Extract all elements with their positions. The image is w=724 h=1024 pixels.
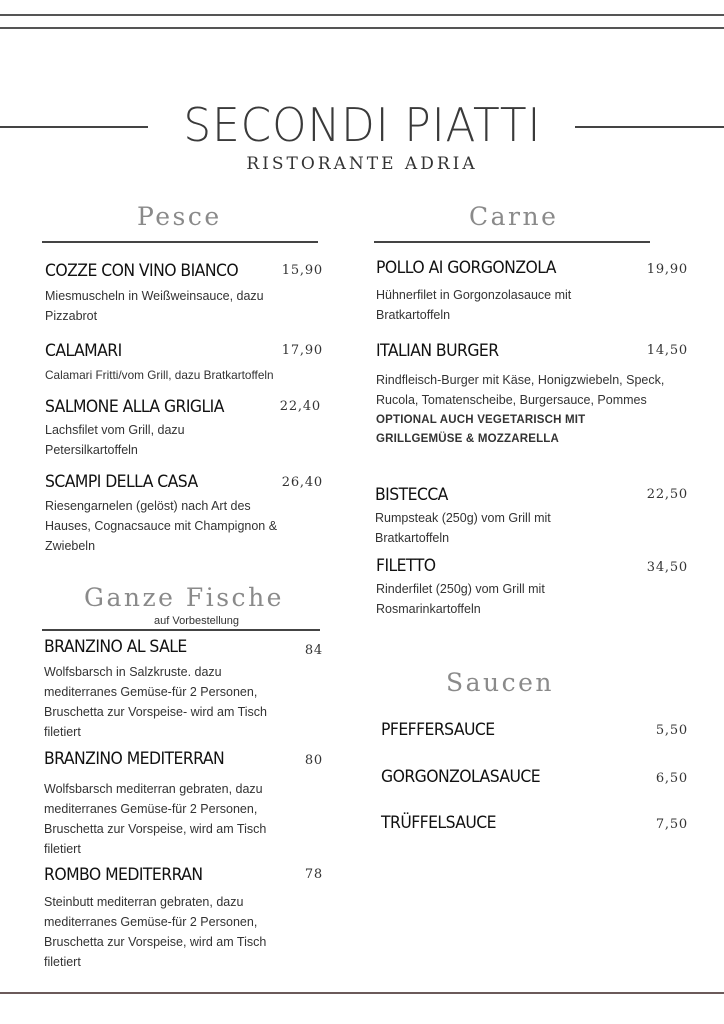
item-name: BRANZINO MEDITERRAN <box>44 749 225 769</box>
item-description: Wolfsbarsch mediterran gebraten, dazu mediterranes Gemüse-für 2 Personen, Bruschetta zur Vorspeise, wird am Tisch filetiert <box>44 782 267 856</box>
menu-item-rombo <box>44 865 304 972</box>
section-title-saucen: Saucen <box>446 668 555 697</box>
menu-item-filetto <box>376 556 616 619</box>
sauce-price: 6,50 <box>655 771 688 786</box>
menu-item-salmone <box>45 397 245 460</box>
menu-item-cozze <box>45 261 285 326</box>
sauce-price: 7,50 <box>655 817 688 832</box>
item-name: CALAMARI <box>45 341 122 361</box>
item-name: BISTECCA <box>375 485 448 505</box>
item-description: Lachsfilet vom Grill, dazu Petersilkartoffeln <box>45 423 185 457</box>
section-rule-carne <box>374 241 650 243</box>
item-price: 15,90 <box>281 263 323 278</box>
item-description: Hühnerfilet in Gorgonzolasauce mit Bratkartoffeln <box>376 288 572 322</box>
restaurant-name: RISTORANTE ADRIA <box>246 154 478 174</box>
sauce-name: GORGONZOLASAUCE <box>381 767 541 787</box>
item-price: 22,40 <box>279 399 321 414</box>
item-description: Wolfsbarsch in Salzkruste. dazu mediterranes Gemüse-für 2 Personen, Bruschetta zur Vorspeise- wird am Tisch filetiert <box>44 665 267 739</box>
sauce-item-pfeffer <box>381 720 504 740</box>
item-name: ROMBO MEDITERRAN <box>44 865 203 885</box>
item-description: Calamari Fritti/vom Grill, dazu Bratkartoffeln <box>45 368 274 382</box>
menu-item-pollo <box>376 258 646 325</box>
page-title-wrap <box>0 98 724 152</box>
top-border-line-inner <box>0 27 724 29</box>
title-line-right <box>575 126 724 128</box>
item-description: Steinbutt mediterran gebraten, dazu mediterranes Gemüse-für 2 Personen, Bruschetta zur Vorspeise, wird am Tisch filetiert <box>44 895 267 969</box>
item-name: FILETTO <box>376 556 436 576</box>
sauce-item-gorgonzola <box>381 767 554 787</box>
item-price: 17,90 <box>281 343 323 358</box>
menu-item-branzino-al-sale <box>44 637 304 742</box>
item-description: Rinderfilet (250g) vom Grill mit Rosmarinkartoffeln <box>376 582 545 616</box>
item-name: POLLO AI GORGONZOLA <box>376 258 556 278</box>
item-vegetarian-note: OPTIONAL AUCH VEGETARISCH MIT GRILLGEMÜSE & MOZZARELLA <box>376 414 586 445</box>
item-price: 78 <box>304 867 323 882</box>
item-price: 34,50 <box>646 560 688 575</box>
sauce-item-trueffel <box>381 813 506 833</box>
item-name: ITALIAN BURGER <box>376 341 499 361</box>
item-price: 80 <box>304 753 323 768</box>
item-name: SALMONE ALLA GRIGLIA <box>45 397 224 417</box>
item-description: Rumpsteak (250g) vom Grill mit Bratkartoffeln <box>375 511 551 545</box>
section-title-carne: Carne <box>469 202 559 231</box>
item-name: COZZE CON VINO BIANCO <box>45 261 239 281</box>
item-description: Rindfleisch-Burger mit Käse, Honigzwiebeln, Speck, Rucola, Tomatenscheibe, Burgersauce, Pommes <box>376 373 665 407</box>
sauce-name: TRÜFFELSAUCE <box>381 813 496 833</box>
menu-item-bistecca <box>375 485 615 548</box>
menu-item-branzino-mediterran <box>44 749 304 859</box>
item-price: 19,90 <box>646 262 688 277</box>
item-name: SCAMPI DELLA CASA <box>45 472 198 492</box>
menu-item-scampi <box>45 472 285 556</box>
item-price: 14,50 <box>646 343 688 358</box>
sauce-price: 5,50 <box>655 723 688 738</box>
item-name: BRANZINO AL SALE <box>44 637 187 657</box>
item-description: Miesmuscheln in Weißweinsauce, dazu Pizzabrot <box>45 289 264 323</box>
sauce-name: PFEFFERSAUCE <box>381 720 495 740</box>
item-price: 22,50 <box>646 487 688 502</box>
section-rule-ganze-fische <box>42 629 320 631</box>
section-title-ganze-fische: Ganze Fische <box>84 583 284 612</box>
page-title: SECONDI PIATTI <box>183 98 541 152</box>
top-border-line <box>0 14 724 16</box>
item-price: 26,40 <box>281 475 323 490</box>
section-rule-pesce <box>42 241 318 243</box>
item-price: 84 <box>304 643 323 658</box>
preorder-note: auf Vorbestellung <box>154 615 240 627</box>
item-description: Riesengarnelen (gelöst) nach Art des Hauses, Cognacsauce mit Champignon & Zwiebeln <box>45 499 278 553</box>
bottom-border-line <box>0 992 724 994</box>
section-title-pesce: Pesce <box>137 202 222 231</box>
